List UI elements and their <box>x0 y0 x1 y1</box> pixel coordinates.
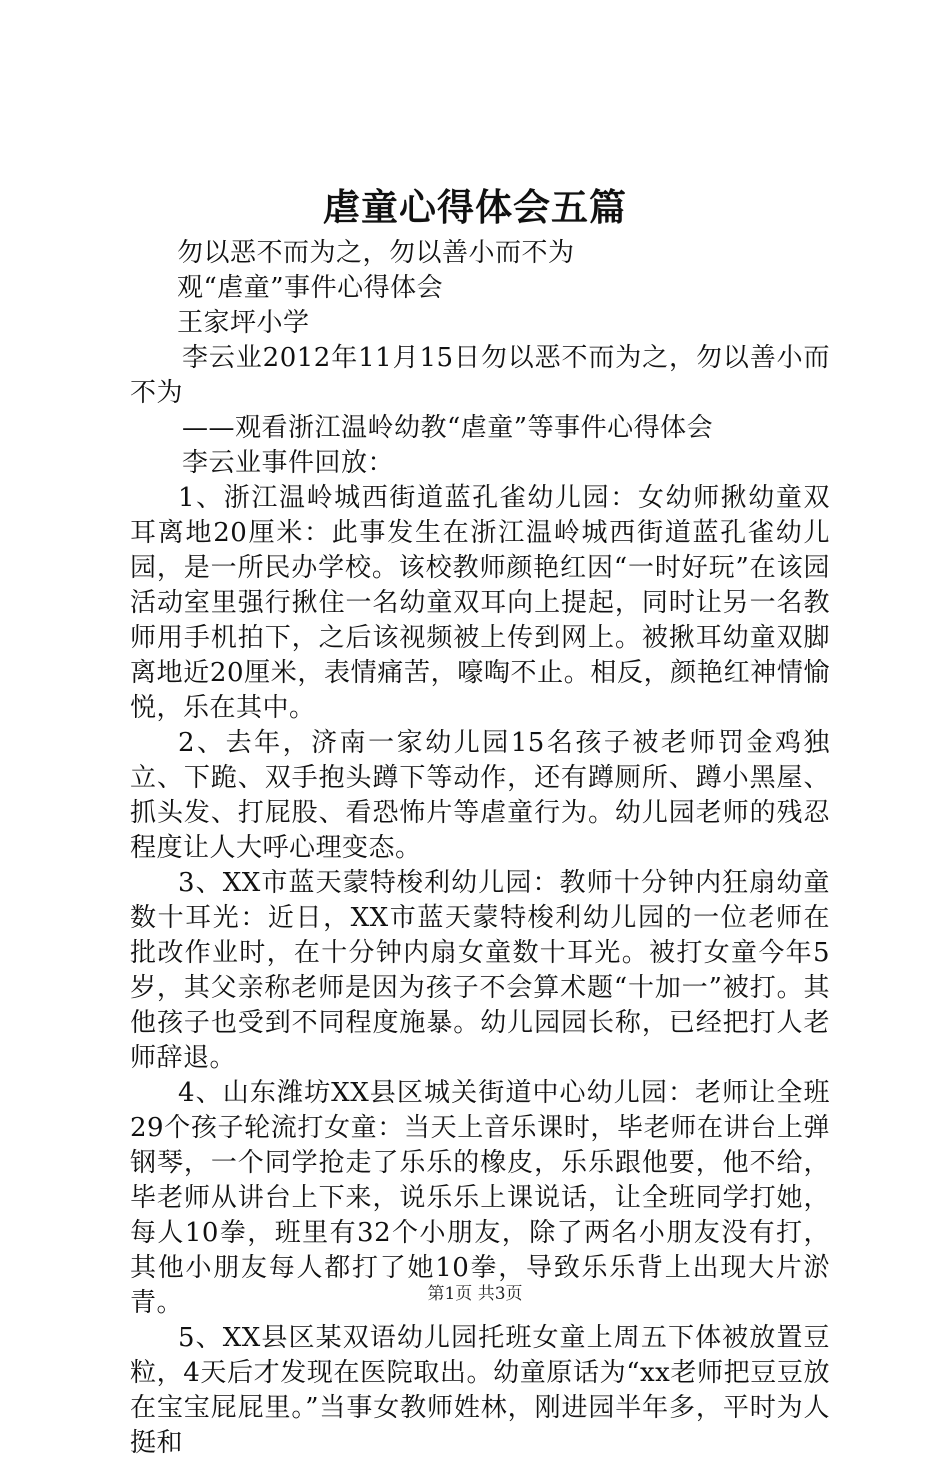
body-paragraph: 3、XX市蓝天蒙特梭利幼儿园：教师十分钟内狂扇幼童数十耳光：近日，XX市蓝天蒙特梭利幼儿园的一位老师在批改作业时，在十分钟内扇女童数十耳光。被打女童今年5岁，其父亲称老师是因为孩子不会算术题“十加一”被打。其他孩子也受到不同程度施暴。幼儿园园长称，已经把打人老师辞退。 <box>130 868 830 1073</box>
intro-line: 李云业事件回放： <box>182 448 395 478</box>
intro-line: 王家坪小学 <box>177 308 310 338</box>
intro-line: ——观看浙江温岭幼教“虐童”等事件心得体会 <box>182 413 714 443</box>
page-footer: 第1页 共3页 <box>427 1284 523 1304</box>
body-paragraph: 5、XX县区某双语幼儿园托班女童上周五下体被放置豆粒，4天后才发现在医院取出。幼童原话为“xx老师把豆豆放在宝宝屁屁里。”当事女教师姓林，刚进园半年多，平时为人挺和 <box>130 1323 830 1458</box>
body-paragraph: 2、去年，济南一家幼儿园15名孩子被老师罚金鸡独立、下跪、双手抱头蹲下等动作，还有蹲厕所、蹲小黑屋、抓头发、打屁股、看恐怖片等虐童行为。幼儿园老师的残忍程度让人大呼心理变态。 <box>130 728 830 863</box>
document-title: 虐童心得体会五篇 <box>323 185 627 229</box>
body-paragraph: 1、浙江温岭城西街道蓝孔雀幼儿园：女幼师揪幼童双耳离地20厘米：此事发生在浙江温岭城西街道蓝孔雀幼儿园，是一所民办学校。该校教师颜艳红因“一时好玩”在该园活动室里强行揪住一名幼童双耳向上提起，同时让另一名教师用手机拍下，之后该视频被上传到网上。被揪耳幼童双脚离地近20厘米，表情痛苦，嚎啕不止。相反，颜艳红神情愉悦，乐在其中。 <box>130 483 830 723</box>
intro-line: 李云业2012年11月15日勿以恶不而为之，勿以善小而不为 <box>130 343 830 408</box>
intro-line: 观“虐童”事件心得体会 <box>177 273 444 303</box>
body-paragraph: 4、山东潍坊XX县区城关街道中心幼儿园：老师让全班29个孩子轮流打女童：当天上音乐课时，毕老师在讲台上弹钢琴，一个同学抢走了乐乐的橡皮，乐乐跟他要，他不给，毕老师从讲台上下来，说乐乐上课说话，让全班同学打她，每人10拳，班里有32个小朋友，除了两名小朋友没有打，其他小朋友每人都打了她10拳，导致乐乐背上出现大片淤青。 <box>130 1078 830 1318</box>
document-body <box>130 236 830 1461</box>
intro-line: 勿以恶不而为之，勿以善小而不为 <box>177 238 575 268</box>
